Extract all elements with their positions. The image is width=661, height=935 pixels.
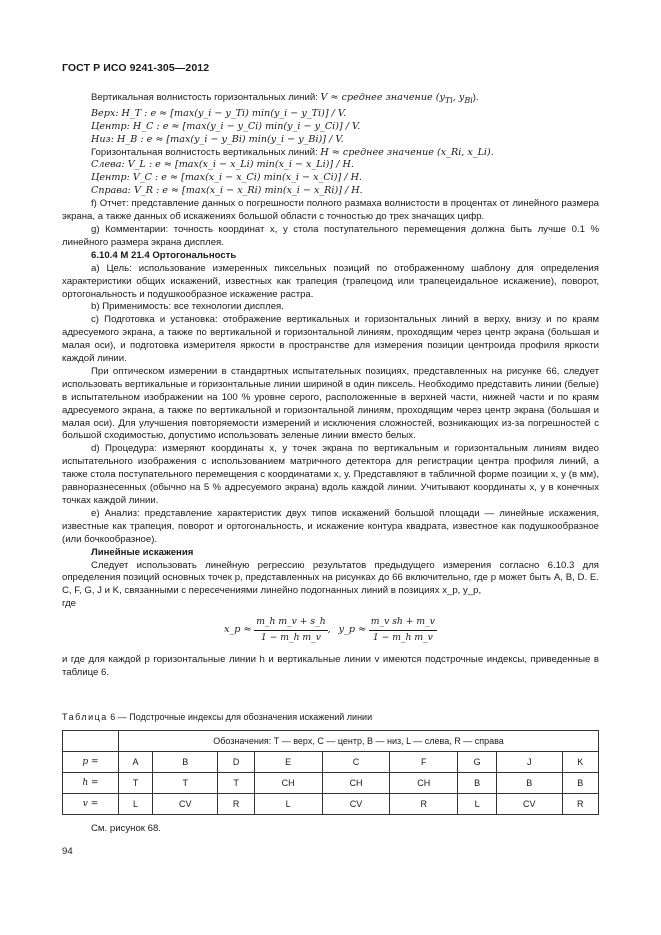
table-corner-cell (63, 731, 119, 752)
table-legend: Обозначения: Т — верх, С — центр, В — низ, L — слева, R — справа (119, 731, 599, 752)
paragraph-f-report: f) Отчет: представление данных о погрешности полного размаха волнистости в процентах от линейного размера экрана, а также данных об искажениях большой области с точностью до трех значащих цифр. (62, 198, 599, 223)
fraction-xp: $\frac{\text{m\_h m\_v + s\_h}}{\text{1 − m\_h m\_v}}$ (256, 616, 326, 644)
formula-yp: y_p ≈ (338, 624, 367, 636)
regression-formula: x_p ≈ $\frac{\text{m\_h m\_v + s\_h}}{\text{1 − m\_h m\_v}}$ , y_p ≈ $\frac{\text{m\_v sh + m\_v}}{\text{1 − m\_h m\_v}}$ (224, 616, 435, 644)
paragraph-d-procedure: d) Процедура: измеряют координаты x, y точек экрана по вертикальным и горизонтальным линиям видео испытательного изображения с использованием матричного детектора для регистрации центра профиля линий, а также стола поступательного перемещения с координатами x, y. Представляют в табличной форме позиции x, y (в мм), равноразнесенных (обычно на 5 % адресуемого экрана) вдоль каждой линии. Учитывают координаты x, y в конечных точках каждой линии. (62, 443, 599, 506)
formula-center: Центр: H_C : e ≈ [max(y_i − y_Ci) min(y_i − y_Ci)] / V. (91, 120, 361, 132)
subscript-table (62, 730, 599, 815)
formula-line-horizontal-waviness: Горизонтальная волнистость вертикальных линий: H ≈ среднее значение (x_Ri, x_Li). (91, 146, 494, 158)
table-row: v = L CV R L CV R L CV R (63, 794, 599, 815)
paragraph-e-analysis: e) Анализ: представление характеристик двух типов искажений большой площади — линейные искажения, известные как трапеция, поворот и ортогональность, и искажение контура квадрата, известное как подушкообразное (или бочкообразное). (62, 507, 599, 545)
paragraph-g-comments: g) Комментарии: точность координат x, y стола поступательного перемещения должна быть лучше 0.1 % линейного размера экрана дисплея. (62, 223, 599, 248)
table-title: Таблица 6 — Подстрочные индексы для обозначения искажений линии (62, 712, 373, 722)
formula-xp: x_p ≈ (224, 624, 252, 636)
table-row: h = T T T CH CH CH B B B (63, 773, 599, 794)
paragraph-after-formula: и где для каждой p горизонтальные линии h и вертикальные линии v имеются подстрочные индексы, приведенные в таблице 6. (62, 654, 599, 679)
paragraph-linear: Следует использовать линейную регрессию результатов предыдущего измерения согласно 6.10.3 для определения позиций основных точек p, представленных на рисунках до 66 включительно, где p может быть A, B, D. E. C, F, G, J и K, связанными с пересечениями линейно подогнанных линий в позициях x_p, y_p, (62, 559, 599, 597)
table-row: p = A B D E C F G J K (63, 752, 599, 773)
formula-left: Слева: V_L : e ≈ [max(x_i − x_Li) min(x_i − x_Li)] / H. (91, 159, 354, 171)
fraction-yp: $\frac{\text{m\_v sh + m\_v}}{\text{1 − m\_h m\_v}}$ (370, 616, 435, 644)
table-legend-row (63, 731, 599, 752)
section-heading: 6.10.4 М 21.4 Ортогональность (91, 249, 237, 261)
formula-line-vertical-waviness: Вертикальная волнистость горизонтальных линий: V ≈ среднее значение ($y_{Ti}$, $y_{Bi}$). (91, 92, 479, 105)
see-figure-note: См. рисунок 68. (91, 823, 161, 834)
document-header: ГОСТ Р ИСО 9241-305—2012 (62, 62, 210, 74)
formula-right: Справа: V_R : e ≈ [max(x_i − x_Ri) min(x_i − x_Ri)] / H. (91, 185, 363, 197)
page-number: 94 (62, 846, 73, 857)
formula-vcenter: Центр: V_C : e ≈ [max(x_i − x_Ci) min(x_i − x_Ci)] / H. (91, 172, 362, 184)
paragraph-a-goal: a) Цель: использование измеренных пиксельных позиций по отображенному шаблону для определения характеристики общих искажений, известных как трапеция (трапецоид или трапецеидальное искажение), поворот, ортогональность и подушкообразное искажение растра. (62, 262, 599, 300)
paragraph-b-applicability: b) Применимость: все технологии дисплея. (91, 301, 284, 313)
body-text (62, 92, 599, 680)
where-label: где (62, 598, 77, 610)
formula-bottom: Низ: H_B : e ≈ [max(y_i − y_Bi) min(y_i − y_Bi)] / V. (91, 133, 344, 145)
paragraph-optical: При оптическом измерении в стандартных испытательных позициях, представленных на рисунке 66, следует использовать вертикальные и горизонтальные линии шириной в один пиксель. Необходимо представить линии (белые) в испытательном изображении на 100 % уровне серого, расположенные в верхней части, нижней части и по краям адресуемого экрана, а также по вертикальной и горизонтальной линиям, проходящим через центр экрана (большая и малая оси). Для улучшения повторяемости измерений и исключения сложностей, возникающих из-за погрешностей с большой сходимостью, допустимо использовать зеленые линии вместо белых. (62, 365, 599, 442)
subheading-linear: Линейные искажения (91, 546, 194, 558)
formula-top: Верх: H_T : e ≈ [max(y_i − y_Ti) min(y_i − y_Ti)] / V. (91, 107, 347, 119)
paragraph-c-setup: c) Подготовка и установка: отображение вертикальных и горизонтальных линий в верху, внизу и по краям адресуемого экрана, а также по вертикальной и горизонтальной линиям, проходящим через центр экрана (большая и малая оси), и подготовка измерителя яркости в пространстве для измерения позиции центроида профиля яркости каждой линии. (62, 314, 599, 365)
